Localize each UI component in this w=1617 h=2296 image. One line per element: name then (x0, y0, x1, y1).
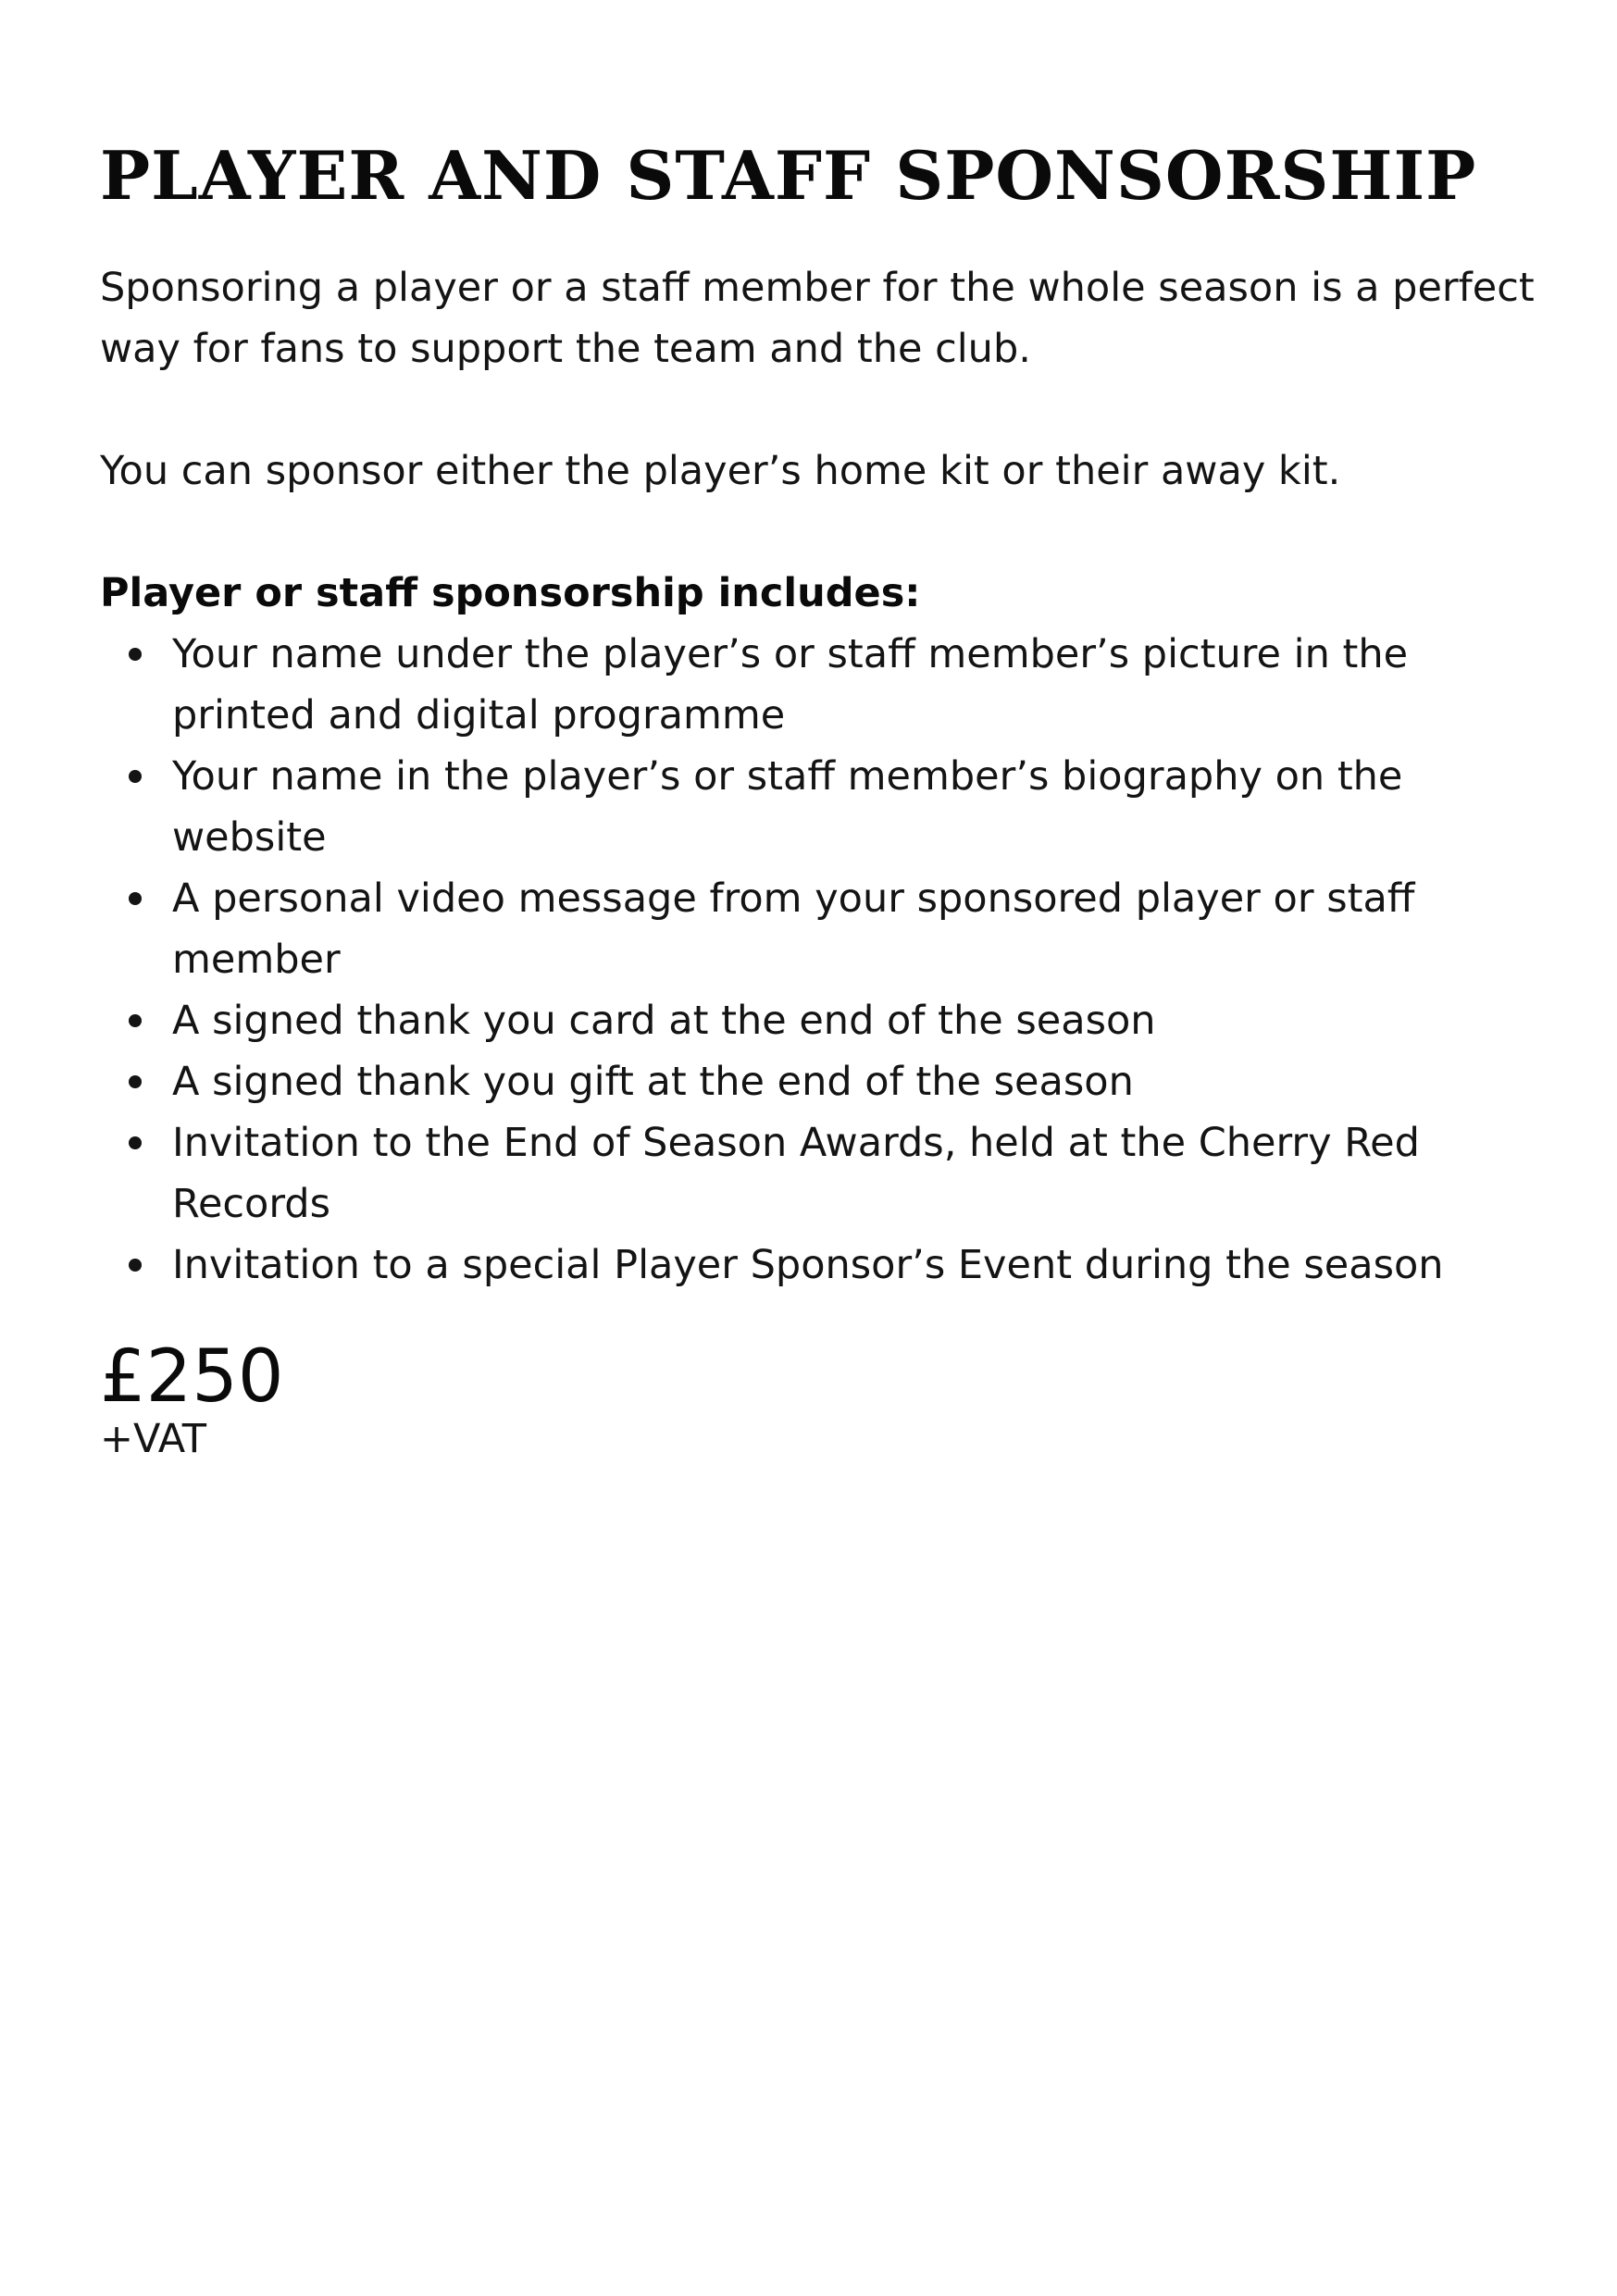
intro-paragraph: Sponsoring a player or a staff member for the whole season is a perfect way for fans to support the team and the club. (100, 265, 1535, 372)
list-item-text: A signed thank you gift at the end of the season (172, 1059, 1134, 1105)
list-item (172, 868, 1544, 990)
list-item (172, 990, 1544, 1051)
price-vat-label: +VAT (100, 1416, 207, 1462)
kit-note-paragraph: You can sponsor either the player’s home kit or their away kit. (100, 448, 1341, 494)
includes-list (100, 624, 1544, 1296)
bullet-icon (129, 1014, 142, 1027)
list-item (172, 1051, 1544, 1112)
bullet-icon (129, 648, 142, 661)
list-item-text: Your name under the player’s or staff member’s picture in the printed and digital programme (172, 631, 1409, 738)
sponsorship-page (100, 130, 1544, 1462)
includes-heading: Player or staff sponsorship includes: (100, 570, 921, 616)
list-item-text: A signed thank you card at the end of the season (172, 998, 1156, 1044)
list-item-text: Invitation to a special Player Sponsor’s Event during the season (172, 1242, 1444, 1288)
bullet-icon (129, 770, 142, 783)
bullet-icon (129, 1259, 142, 1272)
bullet-icon (129, 1075, 142, 1088)
list-item-text: A personal video message from your sponsored player or staff member (172, 875, 1415, 983)
price: £250 (100, 1335, 284, 1419)
list-item (172, 1235, 1544, 1296)
bullet-icon (129, 1136, 142, 1149)
list-item (172, 746, 1544, 868)
page-title: PLAYER AND STAFF SPONSORSHIP (100, 136, 1477, 215)
list-item (172, 1112, 1544, 1235)
list-item-text: Your name in the player’s or staff member’s biography on the website (172, 753, 1403, 861)
bullet-icon (129, 892, 142, 905)
list-item-text: Invitation to the End of Season Awards, held at the Cherry Red Records (172, 1120, 1420, 1227)
list-item (172, 624, 1544, 746)
